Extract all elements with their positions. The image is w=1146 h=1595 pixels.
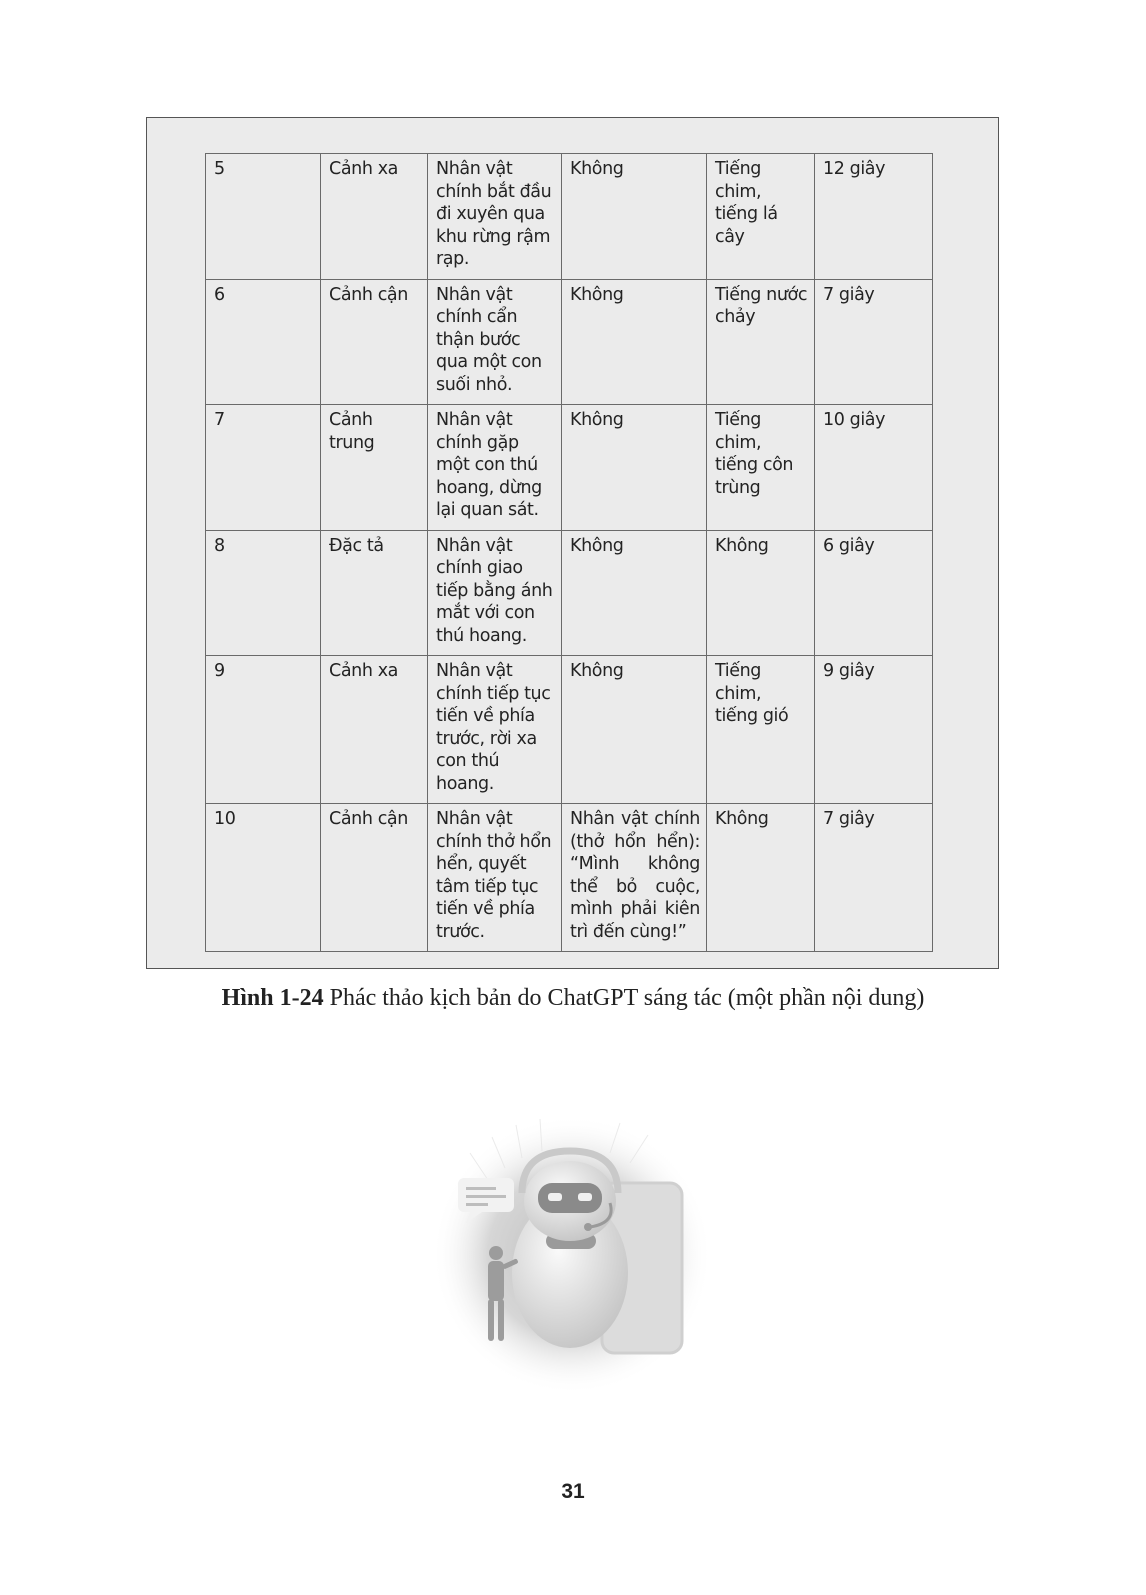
cell-duration: 7 giây bbox=[815, 279, 933, 405]
cell-sound: Tiếng chim, tiếng lá cây bbox=[707, 154, 815, 280]
cell-shot: Cảnh cận bbox=[321, 804, 428, 952]
page-number: 31 bbox=[561, 1480, 585, 1503]
cell-action: Nhân vật chính gặp một con thú hoang, dừng lại quan sát. bbox=[428, 405, 562, 531]
cell-duration: 9 giây bbox=[815, 656, 933, 804]
table-row bbox=[206, 405, 933, 531]
table-row bbox=[206, 656, 933, 804]
cell-duration: 6 giây bbox=[815, 530, 933, 656]
table-row bbox=[206, 804, 933, 952]
figure-caption bbox=[0, 985, 1146, 1012]
cell-dialogue: Không bbox=[562, 279, 707, 405]
cell-shot: Cảnh xa bbox=[321, 656, 428, 804]
cell-duration: 10 giây bbox=[815, 405, 933, 531]
cell-shot: Cảnh xa bbox=[321, 154, 428, 280]
table-row bbox=[206, 530, 933, 656]
cell-number: 10 bbox=[206, 804, 321, 952]
cell-sound: Không bbox=[707, 530, 815, 656]
cell-action: Nhân vật chính tiếp tục tiến về phía trước, rời xa con thú hoang. bbox=[428, 656, 562, 804]
cell-sound: Tiếng chim, tiếng gió bbox=[707, 656, 815, 804]
cell-dialogue: Không bbox=[562, 656, 707, 804]
cell-duration: 12 giây bbox=[815, 154, 933, 280]
table-row bbox=[206, 279, 933, 405]
cell-action: Nhân vật chính cẩn thận bước qua một con suối nhỏ. bbox=[428, 279, 562, 405]
caption-label: Hình 1-24 bbox=[221, 985, 324, 1011]
cell-number: 8 bbox=[206, 530, 321, 656]
caption-text: Phác thảo kịch bản do ChatGPT sáng tác (một phần nội dung) bbox=[323, 985, 925, 1011]
table-row bbox=[206, 154, 933, 280]
cell-shot: Đặc tả bbox=[321, 530, 428, 656]
cell-number: 7 bbox=[206, 405, 321, 531]
cell-sound: Tiếng chim, tiếng côn trùng bbox=[707, 405, 815, 531]
cell-number: 9 bbox=[206, 656, 321, 804]
cell-action: Nhân vật chính bắt đầu đi xuyên qua khu rừng rậm rạp. bbox=[428, 154, 562, 280]
cell-action: Nhân vật chính giao tiếp bằng ánh mắt với con thú hoang. bbox=[428, 530, 562, 656]
cell-dialogue: Không bbox=[562, 405, 707, 531]
cell-number: 5 bbox=[206, 154, 321, 280]
cell-dialogue: Không bbox=[562, 154, 707, 280]
cell-dialogue: Không bbox=[562, 530, 707, 656]
cell-shot: Cảnh trung bbox=[321, 405, 428, 531]
cell-sound: Không bbox=[707, 804, 815, 952]
cell-action: Nhân vật chính thở hổn hển, quyết tâm tiếp tục tiến về phía trước. bbox=[428, 804, 562, 952]
cell-duration: 7 giây bbox=[815, 804, 933, 952]
cell-number: 6 bbox=[206, 279, 321, 405]
robot-visor bbox=[538, 1183, 602, 1213]
figure-frame bbox=[146, 117, 999, 969]
cell-sound: Tiếng nước chảy bbox=[707, 279, 815, 405]
cell-dialogue: Nhân vật chính (thở hổn hển): “Mình không thể bỏ cuộc, mình phải kiên trì đến cùng!” bbox=[562, 804, 707, 952]
cell-shot: Cảnh cận bbox=[321, 279, 428, 405]
robot-assistant-illustration bbox=[430, 1113, 714, 1397]
script-table bbox=[205, 153, 933, 952]
